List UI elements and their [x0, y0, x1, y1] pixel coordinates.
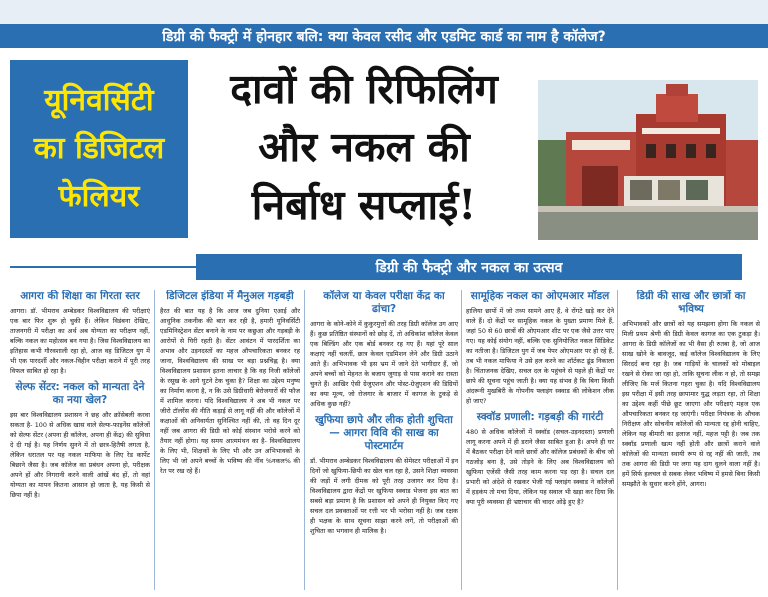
column-4-text-2: 480 से अधिक कॉलेजों में स्क्वॉड (सचल-उड़नदस्ता) प्रणाली लागू करना अपने में ही डराने जैसा साबित हुआ है। अपने ही घर में बैठकर परीक्षा देने वाले छात्रों और कॉलेज प्रबंधकों के बीच जो गठजोड़ बना है, उसे तोड़ने के लिए अब विश्वविद्यालय को खुफिया एजेंसी जैसी तरह काम करना पड़ रहा है। सचल दल प्रभारी को अंदेशे से रखकर भेजी गई फ्लाइंग स्क्वाड ने कॉलेजों में हड़कंप तो मचा दिया, लेकिन यह सवाल भी खड़ा कर दिया कि क्या पूरी व्यवस्था ही भ्रष्टाचार की चादर ओढ़े हुए है? — [466, 428, 614, 506]
column-3-text-2: डॉ. भीमराव अम्बेडकर विश्वविद्यालय की सेमेस्टर परीक्षाओं में इन दिनों जो खुफिया-छिपी का खेल चल रहा है, उसने शिक्षा व्यवस्था की जड़ों में लगी दीमक को पूरी तरह उजागर कर दिया है। विश्वविद्यालय द्वारा केंद्रों पर खुफिया स्क्वाड भेजना इस बात का सबसे बड़ा प्रमाण है कि प्रशासन को अपने ही नियुक्त किए गए सचल दल प्रवक्ताओं पर रत्ती भर भी भरोसा नहीं है। जब रक्षक ही भक्षक के साथ सूचना साझा करने लगें, तो परीक्षाओं की शुचिता का भगवान ही मालिक है। — [310, 457, 458, 535]
headline-line-2: और नकल की — [258, 123, 470, 171]
article-column-2 — [160, 290, 300, 590]
column-3-text: आगरा के कोने-कोने में कुकुरमुत्तों की तरह डिग्री कॉलेज उग आए हैं। कुछ प्रतिष्ठित संस्थानों को छोड़ दें, तो अधिकांश कॉलेज केवल एक बिल्डिंग और एक बोर्ड बनकर रह गए हैं। यहां पूरे साल कक्षाएं नहीं चलतीं, छात्र केवल एडमिशन लेने और डिग्री उठाने आते हैं। अभिभावक भी इस भ्रम में जाने देते भागीदार हैं, जो अपने बच्चों को मेहनत के बजाय जुगाड़ से पास कराने का रास्ता चुनते हैं। आखिर ऐसी ग्रेजुएशन और पोस्ट-ग्रेजुएशन की डिग्रियों का क्या मूल्य, जो रोजगार के बाजार में कागज के टुकड़े से अधिक कुछ नहीं? — [310, 320, 458, 408]
column-2-text: हैरत की बात यह है कि आज जब दुनिया एआई और आधुनिक तकनीक की बात कर रही है, हमारी यूनिवर्सिटी एडमिनिस्ट्रेशन सेंटर बनाने के नाम पर कछुआ और गड़बड़ी के आरोपों से घिरी रहती है। सेंटर आवंटन में पारदर्शिता का अभाव और उड़नदस्तों का महज औपचारिकता बनकर रह जाना, विश्वविद्यालय की साख पर बड़ा प्रश्नचिह्न है। क्या विश्वविद्यालय प्रशासन इतना लाचार है कि वह निजी कॉलेजों के रसूख के आगे घुटने टेक चुका है? शिक्षा का उद्देश्य मनुष्य का निर्माण करना है, न कि उसे डिग्रीधारी बेरोजगारों की फौज में शामिल करना। यदि विश्वविद्यालय ने अब भी नकल पर जीरो टॉलरेंस की नीति कड़ाई से लागू नहीं की और कॉलेजों में कक्षाओं की अनिवार्यता सुनिश्चित नहीं की, तो वह दिन दूर नहीं जब आगरा की डिग्री को कोई संस्थान भरोसे करने को तैयार नहीं होगा। यह समय आत्ममंथन का है- विश्वविद्यालय के लिए भी, शिक्षकों के लिए भी और उन अभिभावकों के लिए भी जो अपने बच्चों के भविष्य की नींव %नकल% की रेत पर रख रहे हैं। — [160, 307, 300, 475]
column-divider — [461, 290, 462, 590]
headline-line-3: निर्बाध सप्लाई! — [251, 181, 477, 229]
column-1-heading: आगरा की शिक्षा का गिरता स्तर — [20, 290, 140, 302]
column-1-subheading: सेल्फ सेंटर: नकल को मान्यता देने का नया खेल? — [15, 381, 145, 406]
column-4-heading: सामूहिक नकल का ओएमआर मॉडल — [470, 290, 610, 302]
column-2-heading: डिजिटल इंडिया में मैनुअल गड़बड़ी — [166, 290, 294, 302]
top-banner: डिग्री की फैक्ट्री में होनहार बलि: क्या केवल रसीद और एडमिट कार्ड का नाम है कॉलेज? — [0, 24, 768, 48]
side-title-box — [10, 60, 188, 238]
headline-line-1: दावों की रिफिलिंग — [230, 65, 498, 113]
university-building-photo — [538, 80, 758, 240]
article-column-5 — [622, 290, 760, 590]
column-3-heading: कॉलेज या केवल परीक्षा केंद्र का ढांचा? — [323, 290, 445, 315]
column-3-subheading: खुफिया छापे और लीक होती शुचिता— आगरा विवि की साख का पोस्टमार्टम — [315, 414, 453, 452]
column-5-heading: डिग्री की साख और छात्रों का भविष्य — [636, 290, 746, 315]
article-column-4 — [466, 290, 614, 590]
column-5-text: अभिभावकों और छात्रों को यह समझना होगा कि नकल से मिली प्रथम श्रेणी की डिग्री केवल कागज का एक टुकड़ा है। आगरा के डिग्री कॉलेजों का भी वैसा ही रुतबा है, जो आज साख खोने के बावजूद, कई कॉलेज विश्वविद्यालय के लिए सिरदर्द बना रहा है। जब गाड़ियों के चालकों को मोबाइल रखने से रोका जा रहा हो, ताकि सूचना लीक न हो, तो समझ लीजिए कि मर्ज कितना गहरा चुका है। यदि विश्वविद्यालय इस परीक्षा में इसी तरह छापामार युद्ध लड़ता रहा, तो शिक्षा का उद्देश्य कहीं पीछे छूट जाएगा और परीक्षाएं महज एक औपचारिकता बनकर रह जाएंगी। परीक्षा नियंत्रक के औचक निरीक्षण और सोचनीय कॉलेजों की मान्यता रद्द होनी चाहिए, लेकिन यह बीमारी का इलाज नहीं, महज पट्टी है। जब तक स्क्वॉड प्रणाली खत्म नहीं होती और छात्रों कराने वाले कॉलेजों की मान्यता स्थायी रूप से रद्द नहीं की जाती, तब तक आगरा की डिग्री पर लगा यह दाग धुलने वाला नहीं है। हमें सिर्फ हलचल से सबक लेकर भविष्य में हमसे बिना किसी समझौते के सुधार करने होंगे, आगरा। — [622, 320, 760, 488]
main-headline — [196, 60, 532, 240]
article-column-3 — [310, 290, 458, 590]
section-banner: डिग्री की फैक्ट्री और नकल का उत्सव — [196, 254, 742, 280]
side-title-line-1: यूनिवर्सिटी — [44, 83, 154, 118]
side-title-line-3: फेलियर — [58, 179, 140, 214]
building-illustration — [538, 80, 758, 240]
column-divider — [617, 290, 618, 590]
section-rule — [10, 266, 198, 268]
column-1-text-2: इस बार विश्वविद्यालय प्रशासन ने छह और क्रॉसेबली करवा सकता है- 100 से अधिक खास वाले सेल्फ-फाइनेंस कॉलेजों को सेल्फ सेंटर (अपना ही कॉलेज, अपना ही केंद्र) की सुविधा दे दी गई है। यह निर्णय सुनने में तो छात्र-हितैषी लगता है, लेकिन धरातल पर यह नकल माफिया के लिए रेड कार्पेट बिछाने जैसा है। जब कॉलेज का प्रबंधन अपना हो, परीक्षक अपने हों और निगरानी करने वाली आंखें बंद हों, तो वहां योग्यता का मापन कितना आसान हो जाता है, यह किसी से छिपा नहीं है। — [10, 411, 150, 499]
column-4-text: हालिया छापों में जो तथ्य सामने आए हैं, वे रोंगटे खड़े कर देने वाले हैं। दो केंद्रों पर सामूहिक नकल के पुख्ता प्रमाण मिले हैं, जहां 50 से 60 छात्रों की ओएमआर शीट पर एक जैसे उत्तर पाए गए। यह कोई संयोग नहीं, बल्कि एक सुनियोजित नकल सिंडिकेट का नतीजा है। डिजिटल युग में जब पेपर ओएमआर पर हो रहे हैं, तब भी नकल माफिया ने उसे हल करने का शॉर्टकट ढूंढ निकाला है। चिंताजनक देखिए, सचल दल के पहुंचने से पहले ही केंद्रों पर छापे की सूचना पहुंच जाती है। क्या यह संभव है कि बिना किसी अंदरूनी मुखबिरी के गोपनीय फ्लाइंग स्क्वाड की लोकेशन लीक हो जाए? — [466, 307, 614, 405]
top-strip — [0, 0, 768, 24]
column-divider — [304, 290, 305, 590]
column-4-subheading: स्क्वॉड प्रणाली: गड़बड़ी की गारंटी — [476, 411, 604, 423]
column-divider — [154, 290, 155, 590]
side-title-line-2: का डिजिटल — [33, 131, 165, 166]
column-1-text: आगरा। डॉ. भीमराव अम्बेडकर विश्वविद्यालय की परीक्षाएं एक बार फिर शुरू हो चुकी हैं। लेकिन विडंबना देखिए, ताजनगरी में परीक्षा का अर्थ अब योग्यता का परीक्षण नहीं, बल्कि नकल का महोत्सव बन गया है। जिस विश्वविद्यालय का इतिहास कभी गौरवशाली रहा हो, आज वह डिजिटल युग में भी एक पारदर्शी और नकल-विहीन परीक्षा कराने में पूरी तरह विफल साबित हो रहा है। — [10, 307, 150, 375]
article-column-1 — [10, 290, 150, 590]
